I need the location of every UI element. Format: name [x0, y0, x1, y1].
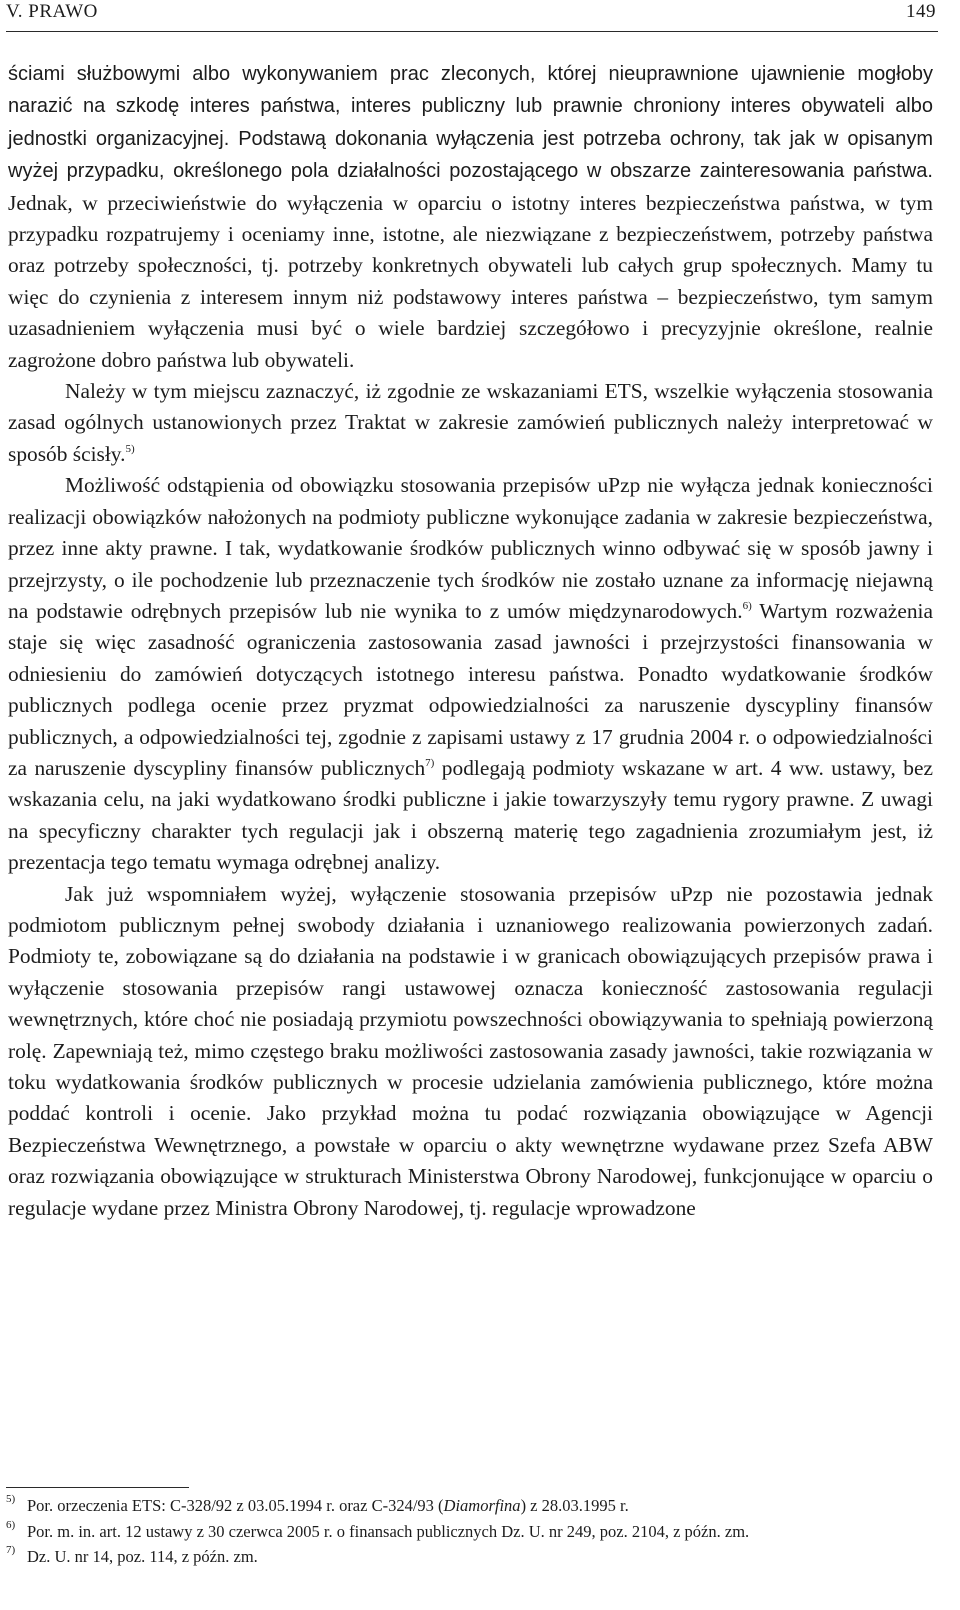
paragraph-1: [8, 58, 933, 376]
paragraph-1-sans-text: ściami służbowymi albo wykonywaniem prac zleconych, której nieuprawnione ujawnienie mogłoby narazić na szkodę interes państwa, interes publiczny lub prawnie chroniony interes obywateli albo jednostki organizacyjnej. Podstawą dokonania wyłączenia jest potrzeba ochrony, tak jak w opisanym wyżej przypadku, określonego pola działalności pozostającego w obszarze zainteresowania państwa.: [8, 63, 933, 183]
running-header: [6, 0, 936, 26]
chapter-title: V. PRAWO: [6, 1, 98, 22]
footnote-mark: 6): [6, 1518, 16, 1531]
footnote-mark: 5): [6, 1493, 16, 1505]
footnote-7: [6, 1544, 931, 1570]
footnote-ref-5: 5): [125, 442, 135, 455]
paragraph-2: [8, 376, 933, 470]
footnote-mark: 7): [6, 1544, 16, 1556]
paragraph-3-text-c: podlegają podmioty wskazane w art. 4 ww. ustawy, bez wskazania celu, na jaki wydatkowano środki publiczne i jakie towarzyszyły temu rygory prawne. Z uwagi na specyficzny charakter tych regulacji jak i obszerną materię tego zagadnienia zrozumiałym jest, iż prezentacja tego tematu wymaga odrębnej analizy.: [8, 755, 933, 875]
footnote-text-end: ) z 28.03.1995 r.: [520, 1496, 629, 1515]
header-rule: [6, 31, 938, 32]
footnote-ref-6: 6): [742, 599, 752, 612]
footnote-rule: [6, 1487, 189, 1488]
paragraph-1-text: Jednak, w przeciwieństwie do wyłączenia w oparciu o istotny interes bezpieczeństwa państwa, w tym przypadku rozpatrujemy i oceniamy inne, istotne, ale niezwiązane z bezpieczeństwem, potrzeby państwa oraz potrzeby społeczności, tj. potrzeby konkretnych obywateli lub całych grup społecznych. Mamy tu więc do czynienia z interesem innym niż podstawowy interes państwa – bezpieczeństwo, tym samym uzasadnieniem wyłączenia musi być o wiele bardziej szczegółowo i precyzyjnie określone, realnie zagrożone dobro państwa lub obywateli.: [8, 190, 933, 372]
footnote-text: Por. m. in. art. 12 ustawy z 30 czerwca 2005 r. o finansach publicznych Dz. U. nr 249, poz. 2104, z późn. zm.: [27, 1521, 750, 1541]
paragraph-4-text: Jak już wspomniałem wyżej, wyłączenie stosowania przepisów uPzp nie pozostawia jednak podmiotom publicznym pełnej swobody działania i uznaniowego realizowania powierzonych zadań. Podmioty te, zobowiązane są do działania na podstawie i w granicach obowiązujących przepisów prawa i wyłączenie stosowania przepisów rangi ustawowej oznacza konieczność zastosowania regulacji wewnętrznych, które choć nie posiadają przymiotu powszechności obowiązywania to spełniają powierzoną rolę. Zapewniają też, mimo częstego braku możliwości zastosowania zasady jawności, takie rozwiązania w toku wydatkowania środków publicznych w procesie udzielania zamówienia publicznego, które można poddać kontroli i ocenie. Jako przykład można tu podać rozwiązania obowiązujące w Agencji Bezpieczeństwa Wewnętrznego, a powstałe w oparciu o akty wewnętrzne wydawane przez Szefa ABW oraz rozwiązania obowiązujące w strukturach Ministerstwa Obrony Narodowej, funkcjonujące w oparciu o regulacje wydane przez Ministra Obrony Narodowej, tj. regulacje wprowadzone: [8, 881, 933, 1220]
page-number: 149: [906, 1, 936, 22]
paragraph-3-text-a: Możliwość odstąpienia od obowiązku stosowania przepisów uPzp nie wyłącza jednak konieczności realizacji obowiązków nałożonych na podmioty publiczne wykonujące zadania w zakresie bezpieczeństwa, przez inne akty prawne. I tak, wydatkowanie środków publicznych winno odbywać się w sposób jawny i przejrzysty, o ile pochodzenie lub przeznaczenie tych środków nie zostało uznane za informację niejawną na podstawie odrębnych przepisów lub nie wynika to z umów międzynarodowych.: [8, 473, 933, 623]
footnote-ref-7: 7): [425, 756, 435, 769]
footnote-italic-text: Diamorfina: [443, 1496, 521, 1515]
paragraph-3-text-b: Wartym rozważenia staje się więc zasadność ograniczenia zastosowania zasad jawności i przejrzystości finansowania w odniesieniu do zamówień dotyczących istotnego interesu państwa. Ponadto wydatkowanie środków publicznych podlega ocenie przez pryzmat odpowiedzialności za naruszenie dyscypliny finansów publicznych, a odpowiedzialności tej, zgodnie z zapisami ustawy z 17 grudnia 2004 r. o odpowiedzialności za naruszenie dyscypliny finansów publicznych: [8, 598, 933, 780]
paragraph-3: [8, 470, 933, 878]
footnote-6: [6, 1519, 931, 1545]
footnote-text: Dz. U. nr 14, poz. 114, z późn. zm.: [27, 1547, 258, 1566]
paragraph-4: [8, 879, 933, 1224]
main-text: [8, 58, 933, 1224]
footnote-5: [6, 1493, 931, 1519]
paragraph-2-text: Należy w tym miejscu zaznaczyć, iż zgodnie ze wskazaniami ETS, wszelkie wyłączenia stosowania zasad ogólnych ustanowionych przez Traktat w zakresie zamówień publicznych należy interpretować w sposób ścisły.: [8, 379, 933, 466]
footnotes: [6, 1493, 931, 1570]
footnote-text: Por. orzeczenia ETS: C-328/92 z 03.05.1994 r. oraz C-324/93 (: [27, 1496, 444, 1515]
